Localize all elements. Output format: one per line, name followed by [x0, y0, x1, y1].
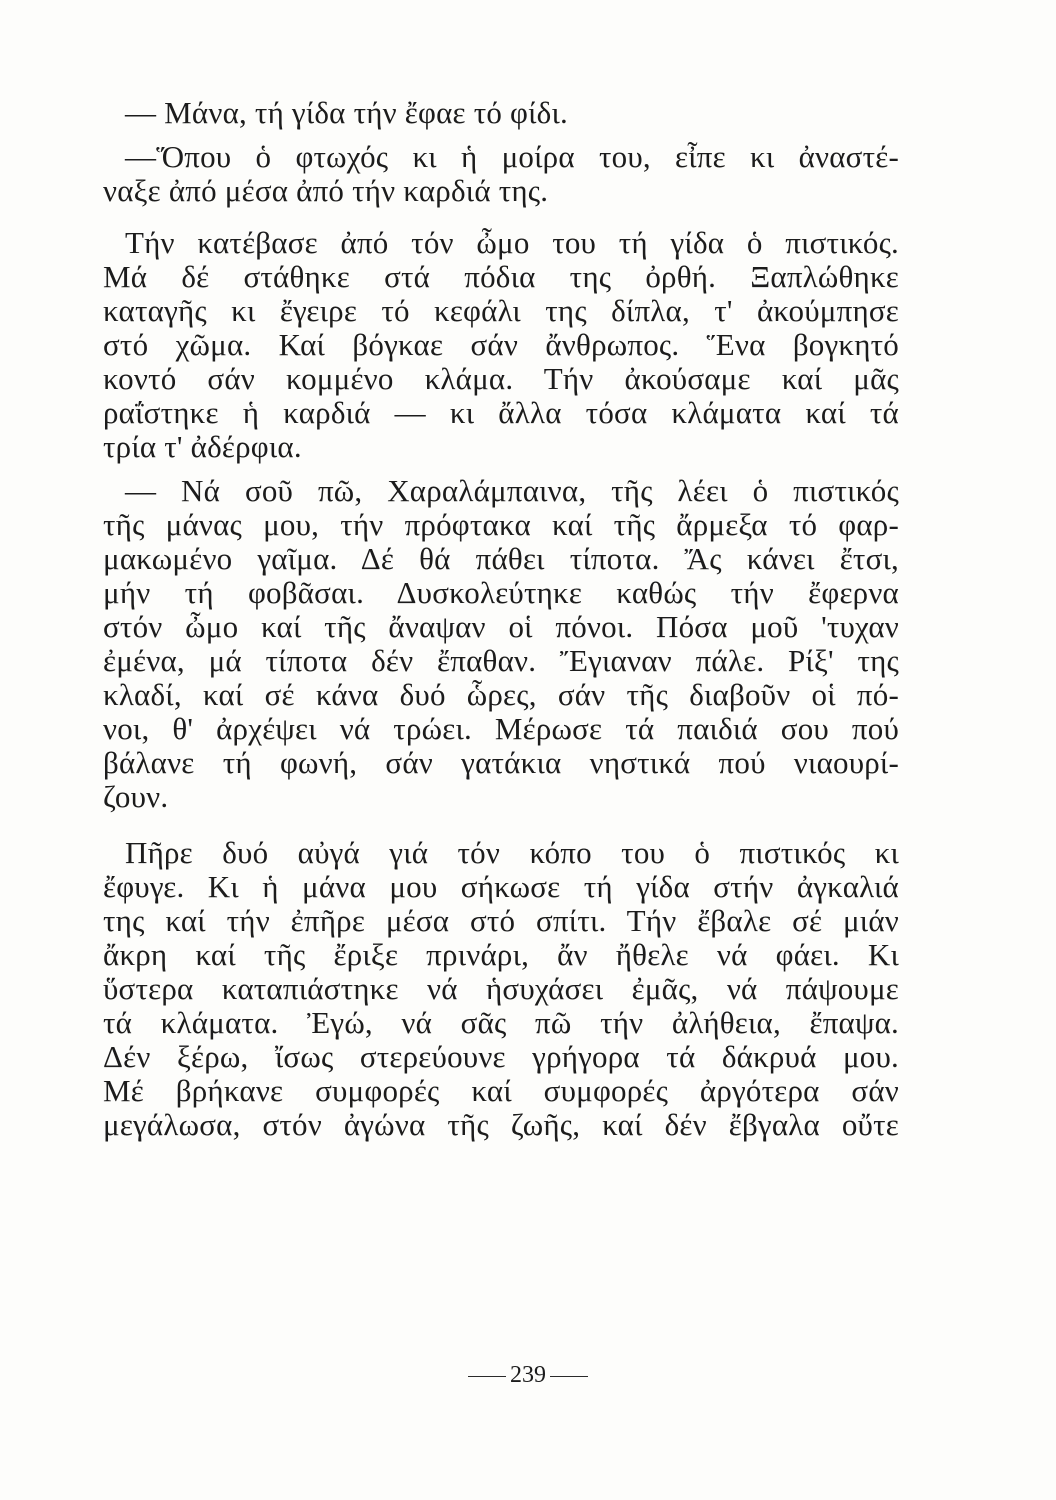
text-line: τῆς μάνας μου, τήν πρόφτακα καί τῆς ἄρμεξα τό φαρ-: [103, 507, 899, 542]
text-line: κλαδί, καί σέ κάνα δυό ὧρες, σάν τῆς διαβοῦν οἱ πό-: [103, 677, 899, 712]
text-line: βάλανε τή φωνή, σάν γατάκια νηστικά πού νιαουρί-: [103, 745, 899, 780]
text-line: ζουν.: [103, 779, 169, 814]
text-line: Πῆρε δυό αὐγά γιά τόν κόπο του ὁ πιστικός κι: [125, 835, 899, 870]
text-line: — Νά σοῦ πῶ, Χαραλάμπαινα, τῆς λέει ὁ πιστικός: [125, 473, 899, 508]
text-line: μεγάλωσα, στόν ἀγώνα τῆς ζωῆς, καί δέν ἔβγαλα οὔτε: [103, 1107, 899, 1142]
page-number: 239: [510, 1362, 546, 1388]
text-line: Μά δέ στάθηκε στά πόδια της ὀρθή. Ξαπλώθηκε: [103, 259, 899, 294]
text-line: ὕστερα καταπιάστηκε νά ἡσυχάσει ἐμᾶς, νά πάψουμε: [103, 971, 899, 1006]
text-line: κοντό σάν κομμένο κλάμα. Τήν ἀκούσαμε καί μᾶς: [103, 361, 899, 396]
text-line: Μέ βρήκανε συμφορές καί συμφορές ἀργότερα σάν: [103, 1073, 899, 1108]
text-line: ραΐστηκε ἡ καρδιά — κι ἄλλα τόσα κλάματα καί τά: [103, 395, 899, 430]
text-line: νοι, θ' ἀρχέψει νά τρώει. Μέρωσε τά παιδιά σου πού: [103, 711, 899, 746]
footer-dash-left: [468, 1376, 506, 1377]
footer-dash-right: [550, 1376, 588, 1377]
text-line: στόν ὦμο καί τῆς ἄναψαν οἱ πόνοι. Πόσα μοῦ 'τυχαν: [103, 609, 899, 644]
text-line: τρία τ' ἀδέρφια.: [103, 429, 302, 464]
page-footer: [0, 1360, 1056, 1390]
text-line: της καί τήν ἐπῆρε μέσα στό σπίτι. Τήν ἔβαλε σέ μιάν: [103, 903, 899, 938]
text-line: Τήν κατέβασε ἀπό τόν ὦμο του τή γίδα ὁ πιστικός.: [125, 225, 899, 260]
text-line: ναξε ἀπό μέσα ἀπό τήν καρδιά της.: [103, 173, 549, 208]
text-line: —Ὅπου ὁ φτωχός κι ἡ μοίρα του, εἶπε κι ἀναστέ-: [125, 139, 899, 174]
text-line: Δέν ξέρω, ἴσως στερεύουνε γρήγορα τά δάκρυά μου.: [103, 1039, 899, 1074]
text-line: στό χῶμα. Καί βόγκαε σάν ἄνθρωπος. Ἕνα βογκητό: [103, 327, 899, 362]
text-line: — Μάνα, τή γίδα τήν ἔφαε τό φίδι.: [125, 95, 568, 130]
text-line: ἄκρη καί τῆς ἔριξε πρινάρι, ἄν ἤθελε νά φάει. Κι: [103, 937, 899, 972]
body-text: [103, 96, 899, 1142]
text-line: ἔφυγε. Κι ἡ μάνα μου σήκωσε τή γίδα στήν ἀγκαλιά: [103, 869, 899, 904]
text-line: μήν τή φοβᾶσαι. Δυσκολεύτηκε καθώς τήν ἔφερνα: [103, 575, 899, 610]
text-line: καταγῆς κι ἔγειρε τό κεφάλι της δίπλα, τ' ἀκούμπησε: [103, 293, 899, 328]
text-line: τά κλάματα. Ἐγώ, νά σᾶς πῶ τήν ἀλήθεια, ἔπαψα.: [103, 1005, 899, 1040]
text-line: ἐμένα, μά τίποτα δέν ἔπαθαν. Ἔγιαναν πάλε. Ρίξ' της: [103, 643, 899, 678]
text-line: μακωμένο γαῖμα. Δέ θά πάθει τίποτα. Ἄς κάνει ἔτσι,: [103, 541, 899, 576]
